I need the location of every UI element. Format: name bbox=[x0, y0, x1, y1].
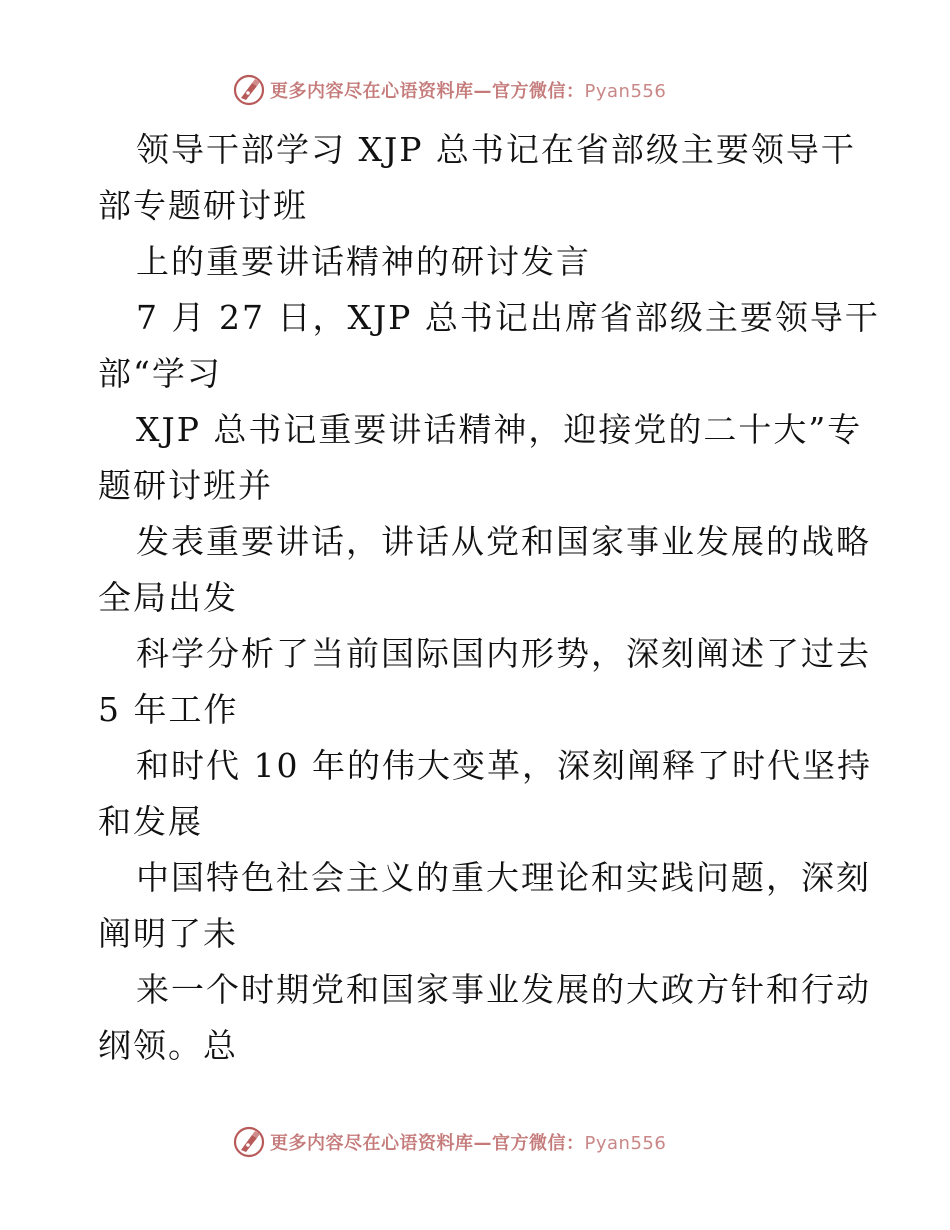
document-body bbox=[98, 122, 880, 1074]
text-line: 中国特色社会主义的重大理论和实践问题，深刻 bbox=[136, 858, 871, 897]
text-line: 和时代 10 年的伟大变革，深刻阐释了时代坚持 bbox=[136, 746, 872, 785]
text-line: 和发展 bbox=[98, 802, 203, 841]
watermark-text: 更多内容尽在心语资料库—官方微信：Pyan556 bbox=[270, 1133, 667, 1154]
footer-watermark bbox=[232, 1124, 666, 1160]
text-line: 领导干部学习 XJP 总书记在省部级主要领导干 bbox=[136, 130, 856, 169]
watermark-text: 更多内容尽在心语资料库—官方微信：Pyan556 bbox=[270, 81, 667, 102]
text-line: 部“学习 bbox=[98, 354, 222, 393]
text-line: 5 年工作 bbox=[98, 690, 239, 729]
text-line: 来一个时期党和国家事业发展的大政方针和行动 bbox=[136, 970, 871, 1009]
text-line: 发表重要讲话，讲话从党和国家事业发展的战略 bbox=[136, 522, 871, 561]
header-watermark bbox=[232, 72, 666, 108]
text-line: 阐明了未 bbox=[98, 914, 238, 953]
text-line: 科学分析了当前国际国内形势，深刻阐述了过去 bbox=[136, 634, 871, 673]
pen-nib-logo-icon bbox=[232, 1125, 266, 1159]
pen-nib-logo-icon bbox=[232, 73, 266, 107]
text-line: 全局出发 bbox=[98, 578, 238, 617]
text-line: 题研讨班并 bbox=[98, 466, 273, 505]
text-line: 7 月 27 日，XJP 总书记出席省部级主要领导干 bbox=[136, 298, 880, 337]
text-line: 纲领。总 bbox=[98, 1026, 238, 1065]
text-line: 部专题研讨班 bbox=[98, 186, 308, 225]
text-line: 上的重要讲话精神的研讨发言 bbox=[136, 242, 591, 281]
text-line: XJP 总书记重要讲话精神，迎接党的二十大”专 bbox=[136, 410, 863, 449]
